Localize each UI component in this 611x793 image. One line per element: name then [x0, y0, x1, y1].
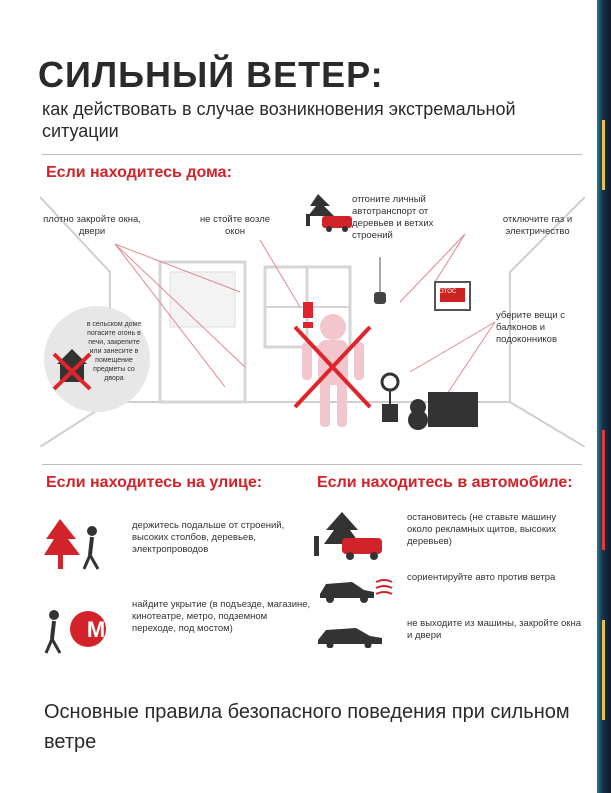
tree-person-icon	[40, 517, 110, 572]
divider	[42, 464, 582, 465]
page-subtitle: как действовать в случае возникновения экстремальной ситуации	[42, 99, 516, 141]
car-wind-icon	[312, 574, 402, 604]
caption-dont-stand: не стойте возле окон	[199, 214, 271, 237]
car-icon	[312, 622, 392, 648]
car-heading: Если находитесь в автомобиле:	[317, 474, 573, 491]
caption-close-windows: плотно закройте окна, двери	[43, 214, 141, 237]
metro-letter: М	[86, 617, 106, 642]
caption-stay-inside: не выходите из машины, закройте окна и двери	[407, 618, 581, 641]
page-title: СИЛЬНЫЙ ВЕТЕР:	[38, 54, 384, 95]
caption-orient: сориентируйте авто против ветра	[407, 572, 556, 583]
tv-label: LOTOC	[435, 289, 457, 295]
caption-keep-away: держитесь подальше от строений, высоких столбов, деревьев, электропроводов	[132, 520, 285, 555]
street-heading: Если находитесь на улице:	[46, 474, 263, 491]
caption-turn-off: отключите газ и электричество	[502, 214, 573, 237]
infographic-card	[12, 12, 597, 782]
caption-remove-items: уберите вещи с балконов и подоконников	[496, 310, 565, 345]
home-heading: Если находитесь дома:	[46, 164, 232, 181]
right-edge-decoration	[597, 0, 611, 793]
car-tree-icon	[312, 510, 392, 560]
caption-village: в сельском доме погасите огонь в печи, закрепите или занесите в помещение предметы со двора	[86, 321, 142, 382]
caption-move-car: отгоните личный автотранспорт от деревьев и ветхих строений	[352, 194, 434, 241]
footer-text: Основные правила безопасного поведения при сильном ветре	[44, 701, 570, 753]
car-tree-icon	[304, 192, 354, 234]
caption-shelter: найдите укрытие (в подъезде, магазине, кинотеатре, метро, подземном переходе, под мостом)	[132, 599, 311, 634]
divider	[42, 154, 582, 155]
caption-stop: остановитесь (не ставьте машину около рекламных щитов, высоких деревьев)	[407, 512, 557, 547]
